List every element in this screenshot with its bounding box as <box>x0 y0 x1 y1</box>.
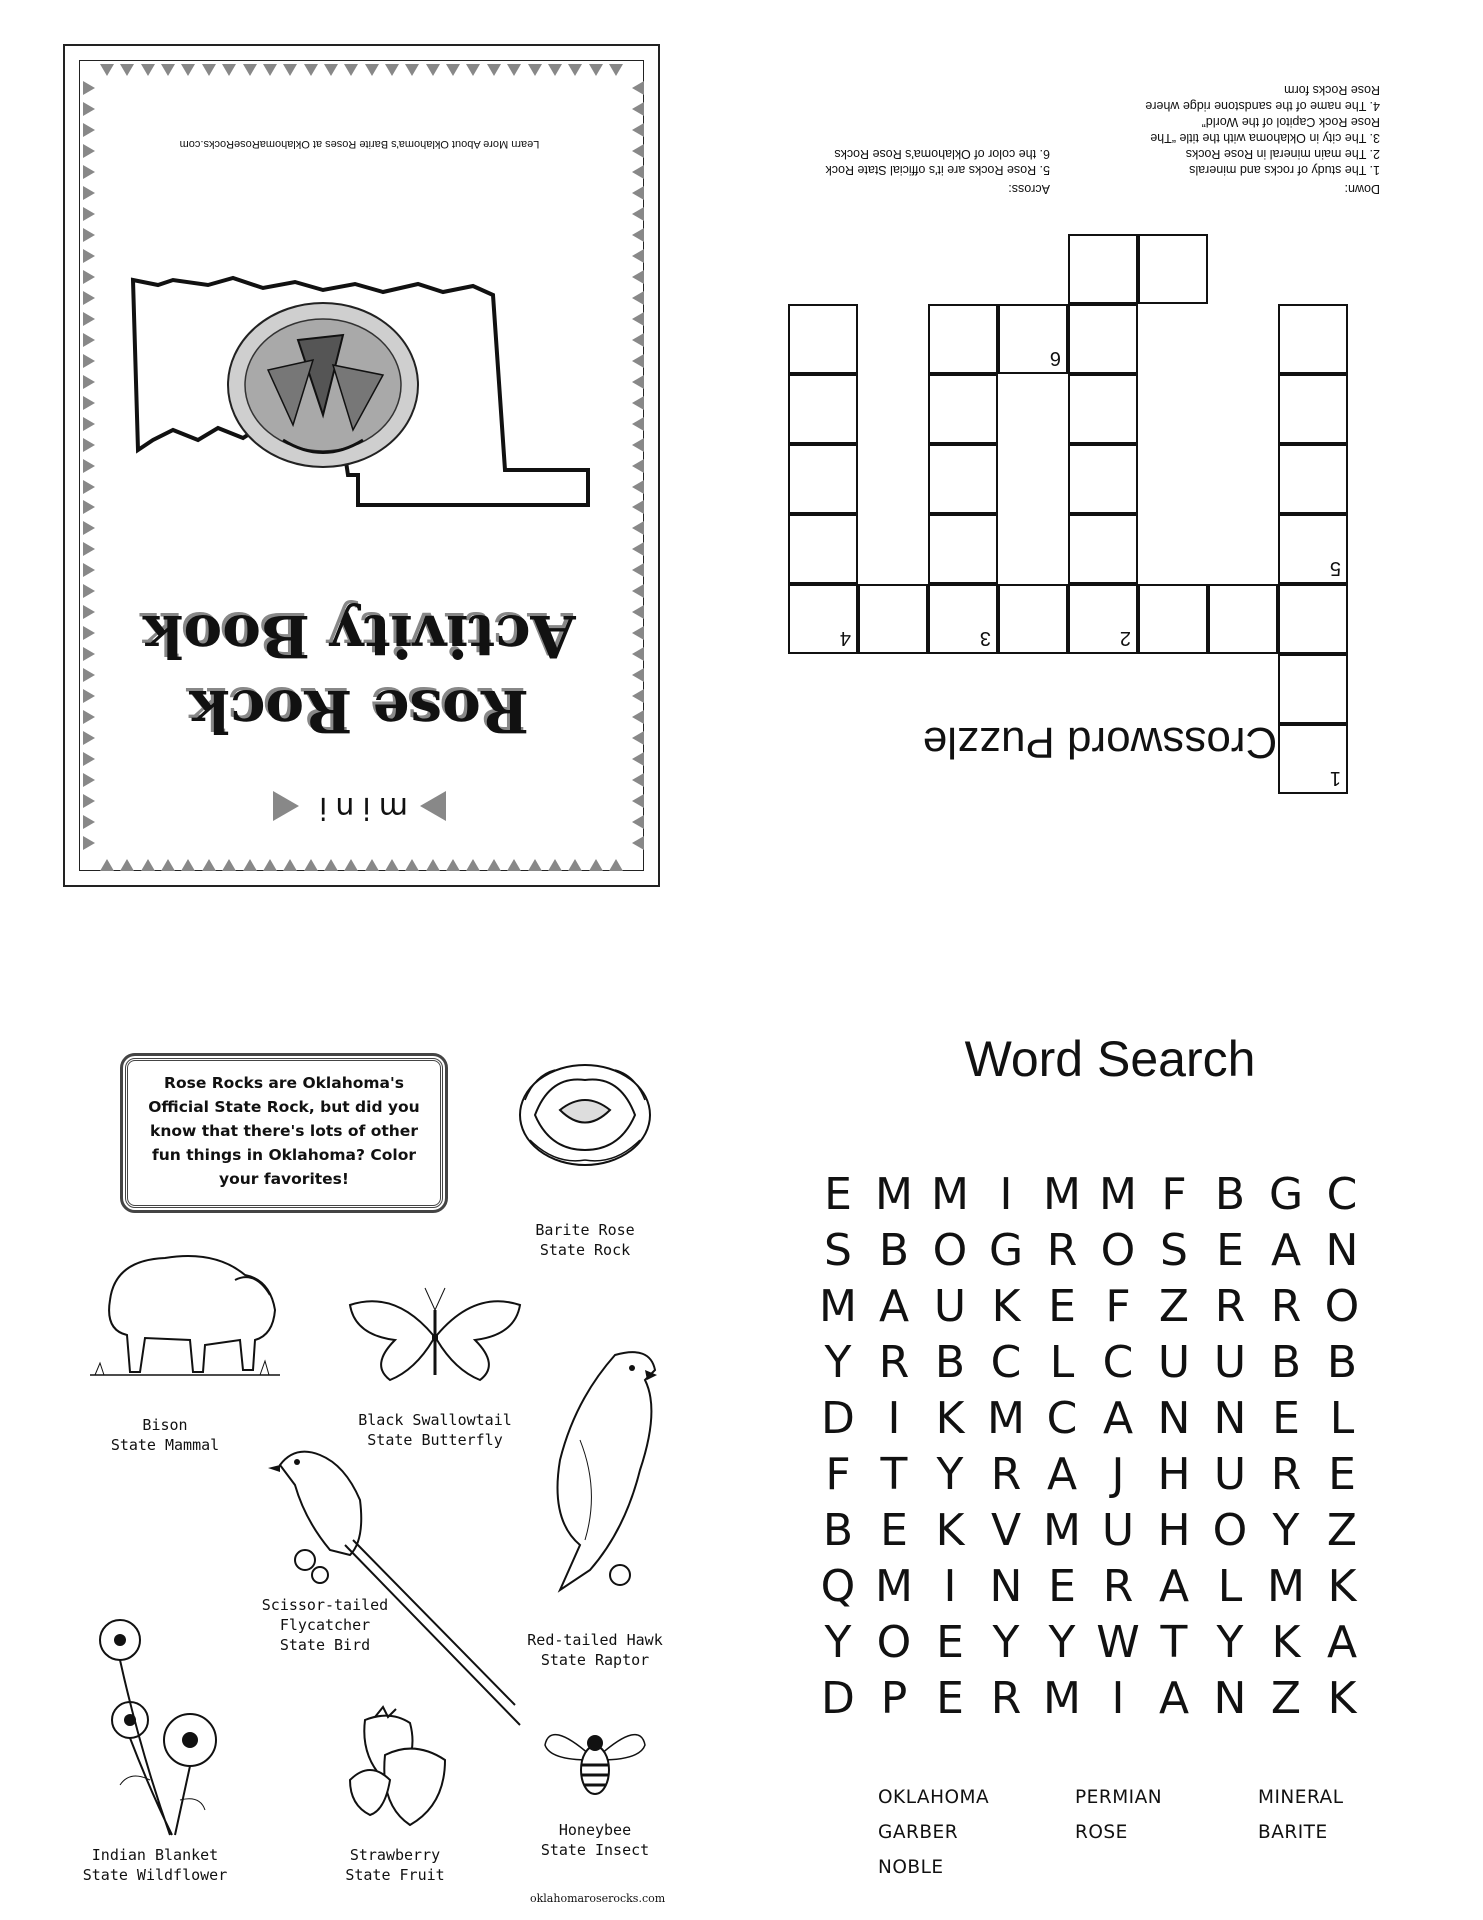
clue-down-2: 2. The main mineral in Rose Rocks <box>1185 147 1380 161</box>
caption-title: State Rock <box>539 1241 631 1259</box>
butterfly-icon <box>335 1280 535 1390</box>
word-search-letter[interactable]: O <box>1212 1505 1248 1556</box>
word-search-letter[interactable]: Y <box>1272 1505 1300 1556</box>
word-search-letter[interactable]: I <box>943 1561 957 1612</box>
caption-name: Red-tailed Hawk <box>527 1631 663 1649</box>
crossword-cell[interactable] <box>1138 584 1208 654</box>
word-search-title: Word Search <box>964 1031 1256 1087</box>
word-search-letter[interactable]: B <box>934 1337 966 1388</box>
word-search-letter[interactable]: J <box>1111 1449 1125 1500</box>
word-search-letter[interactable]: H <box>1157 1449 1191 1500</box>
word-search-letter[interactable]: Y <box>824 1337 852 1388</box>
word-search-letter[interactable]: E <box>824 1169 852 1220</box>
oklahoma-map-icon <box>123 270 593 510</box>
strawberry-icon <box>345 1705 455 1830</box>
word-search-letter[interactable]: R <box>1270 1281 1302 1332</box>
barite-rose-icon <box>510 1055 660 1175</box>
caption-name: Barite Rose <box>535 1221 635 1239</box>
word-search-letter[interactable]: Y <box>992 1617 1020 1668</box>
cover-title-line1: Rose Rock <box>189 677 530 745</box>
word-item: NOBLE <box>878 1857 944 1878</box>
clue-across-5: 5. Rose Rocks are it's official State Rock <box>825 163 1050 177</box>
word-search-letter[interactable]: M <box>931 1169 969 1220</box>
crossword-cell[interactable] <box>928 514 998 584</box>
word-search-letter[interactable]: P <box>880 1673 908 1724</box>
word-search-letter[interactable]: V <box>990 1505 1022 1556</box>
word-search-row <box>810 1279 1410 1335</box>
word-search-letter[interactable]: U <box>933 1281 967 1332</box>
cover-mini-label <box>61 790 658 825</box>
bison-icon <box>85 1240 285 1385</box>
word-search-letter[interactable]: O <box>1100 1225 1136 1276</box>
word-search-row <box>810 1223 1410 1279</box>
crossword-cell[interactable] <box>858 584 928 654</box>
word-search-letter[interactable]: I <box>887 1393 901 1444</box>
caption-honeybee <box>500 1820 690 1860</box>
triangle-right-icon <box>420 792 446 822</box>
footer-url: oklahomaroserocks.com <box>530 1892 666 1905</box>
intro-box: Rose Rocks are Oklahoma's Official State Rock, but did you know that there's lots of other fun things in Oklahoma? Color your favorites! <box>125 1058 443 1208</box>
caption-barite-rose <box>490 1220 680 1260</box>
word-search-letter[interactable]: R <box>878 1337 910 1388</box>
caption-title: State Raptor <box>540 1651 650 1669</box>
word-search-letter[interactable]: T <box>880 1449 908 1500</box>
word-search-letter[interactable]: N <box>1213 1393 1247 1444</box>
word-search-letter[interactable]: U <box>1157 1337 1191 1388</box>
word-search-letter[interactable]: O <box>932 1225 968 1276</box>
word-search-letter[interactable]: C <box>1326 1169 1358 1220</box>
word-search-row <box>810 1559 1410 1615</box>
word-search-letter[interactable]: Q <box>820 1561 856 1612</box>
clue-down-1: 1. The study of rocks and minerals <box>1189 163 1380 177</box>
word-search-letter[interactable]: H <box>1157 1505 1191 1556</box>
across-heading: Across: <box>1008 182 1050 196</box>
crossword-cell[interactable] <box>788 444 858 514</box>
word-search-letter[interactable]: Z <box>1158 1281 1190 1332</box>
word-search-letter[interactable]: U <box>1213 1449 1247 1500</box>
caption-indian-blanket <box>60 1845 250 1885</box>
crossword-cell[interactable] <box>1278 444 1348 514</box>
barite-rose-icon <box>228 303 418 467</box>
word-search-letter[interactable]: Z <box>1270 1673 1302 1724</box>
crossword-cell[interactable] <box>928 444 998 514</box>
word-search-grid <box>810 1167 1410 1727</box>
word-search-letter[interactable]: M <box>1043 1505 1081 1556</box>
crossword-cell[interactable] <box>1068 374 1138 444</box>
cover-title-line2: Activity Book <box>143 602 576 670</box>
crossword-cell[interactable] <box>928 374 998 444</box>
crossword-cell[interactable] <box>1068 584 1138 654</box>
word-search-row <box>810 1335 1410 1391</box>
word-search-letter[interactable]: N <box>1157 1393 1191 1444</box>
word-search-letter[interactable]: C <box>1102 1337 1134 1388</box>
word-search-letter[interactable]: E <box>1216 1225 1244 1276</box>
word-search-letter[interactable]: B <box>1270 1337 1302 1388</box>
caption-name: Black Swallowtail <box>358 1411 512 1429</box>
caption-title: State Wildflower <box>82 1866 228 1884</box>
word-search-letter[interactable]: E <box>1048 1281 1076 1332</box>
word-search-letter[interactable]: N <box>989 1561 1023 1612</box>
flycatcher-icon <box>265 1440 525 1730</box>
word-search-letter[interactable]: K <box>1271 1617 1301 1668</box>
word-search-letter[interactable]: M <box>819 1281 857 1332</box>
honeybee-icon <box>540 1715 650 1805</box>
crossword-cell[interactable] <box>1278 724 1348 794</box>
word-search-letter[interactable]: C <box>990 1337 1022 1388</box>
word-search-letter[interactable]: R <box>1102 1561 1134 1612</box>
word-search-letter[interactable]: B <box>878 1225 910 1276</box>
word-search-letter[interactable]: T <box>1160 1617 1188 1668</box>
crossword-cell[interactable] <box>1138 234 1208 304</box>
word-search-letter[interactable]: U <box>1101 1505 1135 1556</box>
word-search-page <box>810 1030 1410 1910</box>
word-search-letter[interactable]: O <box>876 1617 912 1668</box>
crossword-cell[interactable] <box>1278 654 1348 724</box>
word-search-letter[interactable]: N <box>1325 1225 1359 1276</box>
word-search-letter[interactable]: I <box>999 1169 1013 1220</box>
caption-hawk <box>500 1630 690 1670</box>
word-search-row <box>810 1447 1410 1503</box>
word-search-letter[interactable]: A <box>1158 1673 1190 1724</box>
word-search-letter[interactable]: A <box>1326 1617 1358 1668</box>
word-search-letter[interactable]: U <box>1213 1337 1247 1388</box>
crossword-cell[interactable] <box>1278 304 1348 374</box>
word-search-letter[interactable]: S <box>824 1225 852 1276</box>
caption-title: State Fruit <box>345 1866 445 1884</box>
clue-down-3: 3. The city in Oklahoma with the title “The <box>1150 131 1380 145</box>
word-search-letter[interactable]: B <box>1214 1169 1246 1220</box>
word-search-letter[interactable]: Y <box>1216 1617 1244 1668</box>
word-search-letter[interactable]: L <box>1217 1561 1243 1612</box>
crossword-clue-number: 5 <box>1329 557 1341 579</box>
caption-title: State Butterfly <box>367 1431 503 1449</box>
word-search-letter[interactable]: A <box>1102 1393 1134 1444</box>
word-search-letter[interactable]: A <box>878 1281 910 1332</box>
caption-title: State Bird <box>279 1636 371 1654</box>
crossword-cell[interactable] <box>788 584 858 654</box>
crossword-cell[interactable] <box>1208 584 1278 654</box>
down-heading: Down: <box>1344 182 1380 196</box>
crossword-clues <box>780 83 1380 197</box>
mini-text: mini <box>311 790 408 825</box>
word-search-row <box>810 1671 1410 1727</box>
word-search-letter[interactable]: D <box>821 1393 855 1444</box>
word-search-letter[interactable]: B <box>822 1505 854 1556</box>
word-search-row <box>810 1391 1410 1447</box>
word-search-letter[interactable]: A <box>1158 1561 1190 1612</box>
hawk-icon <box>520 1340 690 1610</box>
crossword-cell[interactable] <box>1278 514 1348 584</box>
word-search-row <box>810 1167 1410 1223</box>
word-search-letter[interactable]: E <box>880 1505 908 1556</box>
caption-name: Strawberry <box>349 1846 441 1864</box>
word-search-letter[interactable]: Y <box>1048 1617 1076 1668</box>
word-search-letter[interactable]: C <box>1046 1393 1078 1444</box>
crossword-cell[interactable] <box>998 304 1068 374</box>
crossword-page <box>780 44 1420 887</box>
crossword-title: Crossword Puzzle <box>922 718 1278 767</box>
across-clues <box>826 146 1050 197</box>
caption-name: Honeybee <box>558 1821 632 1839</box>
crossword-cell[interactable] <box>998 584 1068 654</box>
word-search-letter[interactable]: R <box>990 1449 1022 1500</box>
word-search-letter[interactable]: F <box>1105 1281 1131 1332</box>
word-search-letter[interactable]: D <box>821 1673 855 1724</box>
cover-url-text: Learn More About Oklahoma's Barite Roses at OklahomaRoseRocks.com <box>179 138 540 150</box>
triangle-left-icon <box>273 792 299 822</box>
word-search-letter[interactable]: I <box>1111 1673 1125 1724</box>
clue-across-6: 6. the color of Oklahoma's Rose Rocks <box>834 147 1050 161</box>
word-search-letter[interactable]: K <box>1327 1561 1357 1612</box>
word-search-letter[interactable]: O <box>1324 1281 1360 1332</box>
word-item: MINERAL <box>1258 1787 1344 1808</box>
caption-name: Scissor-tailed Flycatcher <box>261 1596 389 1634</box>
word-search-letter[interactable]: Y <box>824 1617 852 1668</box>
crossword-clue-number: 1 <box>1329 767 1341 789</box>
cover-page <box>63 44 660 887</box>
word-search-letter[interactable]: K <box>991 1281 1021 1332</box>
crossword-cell[interactable] <box>1068 234 1138 304</box>
word-search-letter[interactable]: R <box>1046 1225 1078 1276</box>
word-item: OKLAHOMA <box>878 1787 990 1808</box>
word-search-letter[interactable]: K <box>1327 1673 1357 1724</box>
word-item: ROSE <box>1075 1822 1128 1843</box>
word-search-letter[interactable]: F <box>1161 1169 1187 1220</box>
indian-blanket-icon <box>80 1610 260 1840</box>
word-search-letter[interactable]: R <box>990 1673 1022 1724</box>
word-search-letter[interactable]: M <box>1043 1673 1081 1724</box>
word-search-letter[interactable]: K <box>935 1393 965 1444</box>
word-search-letter[interactable]: G <box>988 1225 1024 1276</box>
caption-name: Bison <box>142 1416 188 1434</box>
crossword-cell[interactable] <box>1278 374 1348 444</box>
word-item: PERMIAN <box>1075 1787 1163 1808</box>
word-search-letter[interactable]: R <box>1214 1281 1246 1332</box>
crossword-cell[interactable] <box>1068 514 1138 584</box>
word-search-letter[interactable]: F <box>825 1449 851 1500</box>
caption-bison <box>70 1415 260 1455</box>
clue-down-4-cont: Rose Rocks form <box>1284 83 1380 97</box>
word-search-letter[interactable]: E <box>1328 1449 1356 1500</box>
caption-strawberry <box>300 1845 490 1885</box>
coloring-page <box>70 1040 700 1910</box>
word-search-letter[interactable]: S <box>1160 1225 1188 1276</box>
word-search-letter[interactable]: G <box>1268 1169 1304 1220</box>
word-item: BARITE <box>1258 1822 1328 1843</box>
word-search-letter[interactable]: Y <box>936 1449 964 1500</box>
word-search-letter[interactable]: Z <box>1326 1505 1358 1556</box>
word-search-letter[interactable]: L <box>1329 1393 1355 1444</box>
caption-name: Indian Blanket <box>91 1846 219 1864</box>
crossword-cell[interactable] <box>928 304 998 374</box>
word-search-letter[interactable]: E <box>936 1673 964 1724</box>
word-search-letter[interactable]: M <box>875 1169 913 1220</box>
crossword-cell[interactable] <box>788 514 858 584</box>
crossword-cell[interactable] <box>1278 584 1348 654</box>
crossword-clue-number: 2 <box>1119 627 1131 649</box>
word-search-letter[interactable]: E <box>1272 1393 1300 1444</box>
clue-down-3-cont: Rose Rock Capitol of the World” <box>1201 115 1380 129</box>
down-clues <box>1145 82 1380 197</box>
caption-title: State Insect <box>540 1841 650 1859</box>
word-search-letter[interactable]: E <box>1048 1561 1076 1612</box>
word-search-row <box>810 1615 1410 1671</box>
crossword-cell[interactable] <box>928 584 998 654</box>
word-search-letter[interactable]: R <box>1270 1449 1302 1500</box>
word-search-letter[interactable]: A <box>1046 1449 1078 1500</box>
word-search-letter[interactable]: M <box>987 1393 1025 1444</box>
word-search-letter[interactable]: W <box>1096 1617 1140 1668</box>
word-search-row <box>810 1503 1410 1559</box>
word-search-letter[interactable]: M <box>1267 1561 1305 1612</box>
word-search-letter[interactable]: K <box>935 1505 965 1556</box>
word-search-letter[interactable]: M <box>1099 1169 1137 1220</box>
word-search-letter[interactable]: M <box>1043 1169 1081 1220</box>
caption-title: State Mammal <box>110 1436 220 1454</box>
word-search-letter[interactable]: A <box>1270 1225 1302 1276</box>
word-search-letter[interactable]: L <box>1049 1337 1075 1388</box>
clue-down-4: 4. The name of the sandstone ridge where <box>1145 99 1380 113</box>
word-search-letter[interactable]: B <box>1326 1337 1358 1388</box>
crossword-cell[interactable] <box>1068 444 1138 514</box>
crossword-clue-number: 3 <box>979 627 991 649</box>
word-item: GARBER <box>878 1822 959 1843</box>
crossword-clue-number: 4 <box>839 627 851 649</box>
crossword-cell[interactable] <box>1068 304 1138 374</box>
word-search-letter[interactable]: E <box>936 1617 964 1668</box>
crossword-cell[interactable] <box>788 304 858 374</box>
word-search-letter[interactable]: N <box>1213 1673 1247 1724</box>
crossword-clue-number: 6 <box>1049 347 1061 369</box>
word-search-letter[interactable]: M <box>875 1561 913 1612</box>
crossword-cell[interactable] <box>788 374 858 444</box>
